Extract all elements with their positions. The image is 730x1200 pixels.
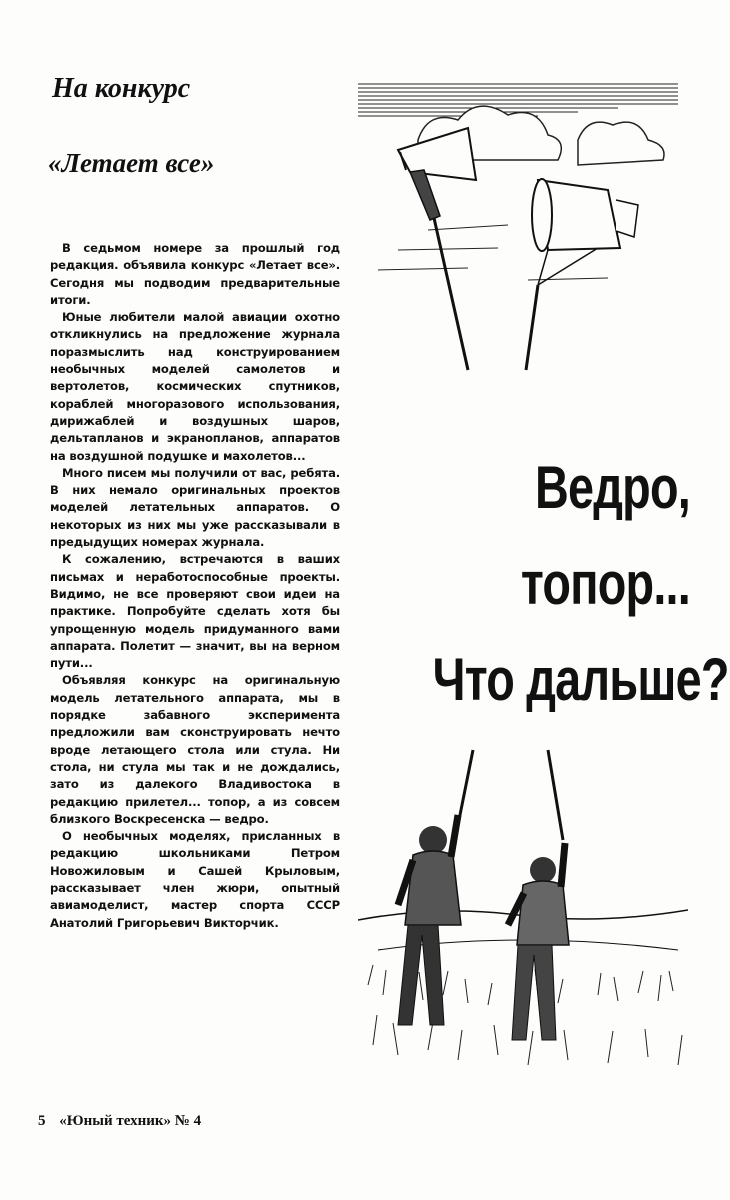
headline-line-2: топор... — [520, 550, 690, 617]
page-footer — [38, 1113, 201, 1130]
boys-drawing — [358, 745, 688, 1085]
top-illustration — [358, 80, 678, 380]
boy-right — [508, 843, 569, 1040]
page-number: 5 — [38, 1113, 46, 1129]
contest-title: «Летает все» — [48, 148, 215, 178]
article-paragraph: К сожалению, встречаются в ваших письмах и неработоспособные проекты. Видимо, не все проверяют свои идеи на практике. Попробуйте сделать хотя бы упрощенную модель придуманного вами аппарата. Полетит — значит, вы на верном пути... — [50, 552, 340, 671]
article-paragraph: Юные любители малой авиации охотно откликнулись на предложение журнала поразмыслить над конструированием необычных моделей самолетов и вертолетов, космических спутников, кораблей многоразового использования, дирижаблей и воздушных шаров, дельтапланов и экранопланов, аппаратов на воздушной подушке и махолетов... — [50, 310, 340, 463]
headline-line-3: Что дальше? — [432, 646, 729, 713]
flying-bucket — [526, 179, 638, 370]
article-paragraph: Много писем мы получили от вас, ребята. В них немало оригинальных проектов моделей летательных аппаратов. О некоторых из них мы уже рассказывали в предыдущих номерах журнала. — [50, 465, 340, 550]
article-paragraph: В седьмом номере за прошлый год редакция. объявила конкурс «Летает все». Сегодня мы подводим предварительные итоги. — [50, 241, 340, 307]
article-paragraph: О необычных моделях, присланных в редакцию школьниками Петром Новожиловым и Сашей Крыловым, рассказывает член жюри, опытный авиамоделист, мастер спорта СССР Анатолий Григорьевич Викторчик. — [50, 829, 340, 930]
article-paragraph: Объявляя конкурс на оригинальную модель летательного аппарата, мы в порядке забавного эксперимента предложили вам сконструировать нечто вроде летающего стола или стула. Ни стола, ни стула мы так и не дождались, зато из далекого Владивостока в редакцию прилетел... топор, а из совсем близкого Воскресенска — ведро. — [50, 673, 340, 826]
article-body — [50, 240, 340, 932]
boy-left — [398, 815, 461, 1025]
magazine-issue: «Юный техник» № 4 — [59, 1113, 202, 1129]
bottom-illustration — [358, 745, 688, 1085]
headline — [432, 440, 729, 728]
axe-bucket-drawing — [358, 80, 678, 380]
headline-line-1: Ведро, — [534, 454, 690, 521]
rubric-label: На конкурс — [52, 73, 191, 104]
